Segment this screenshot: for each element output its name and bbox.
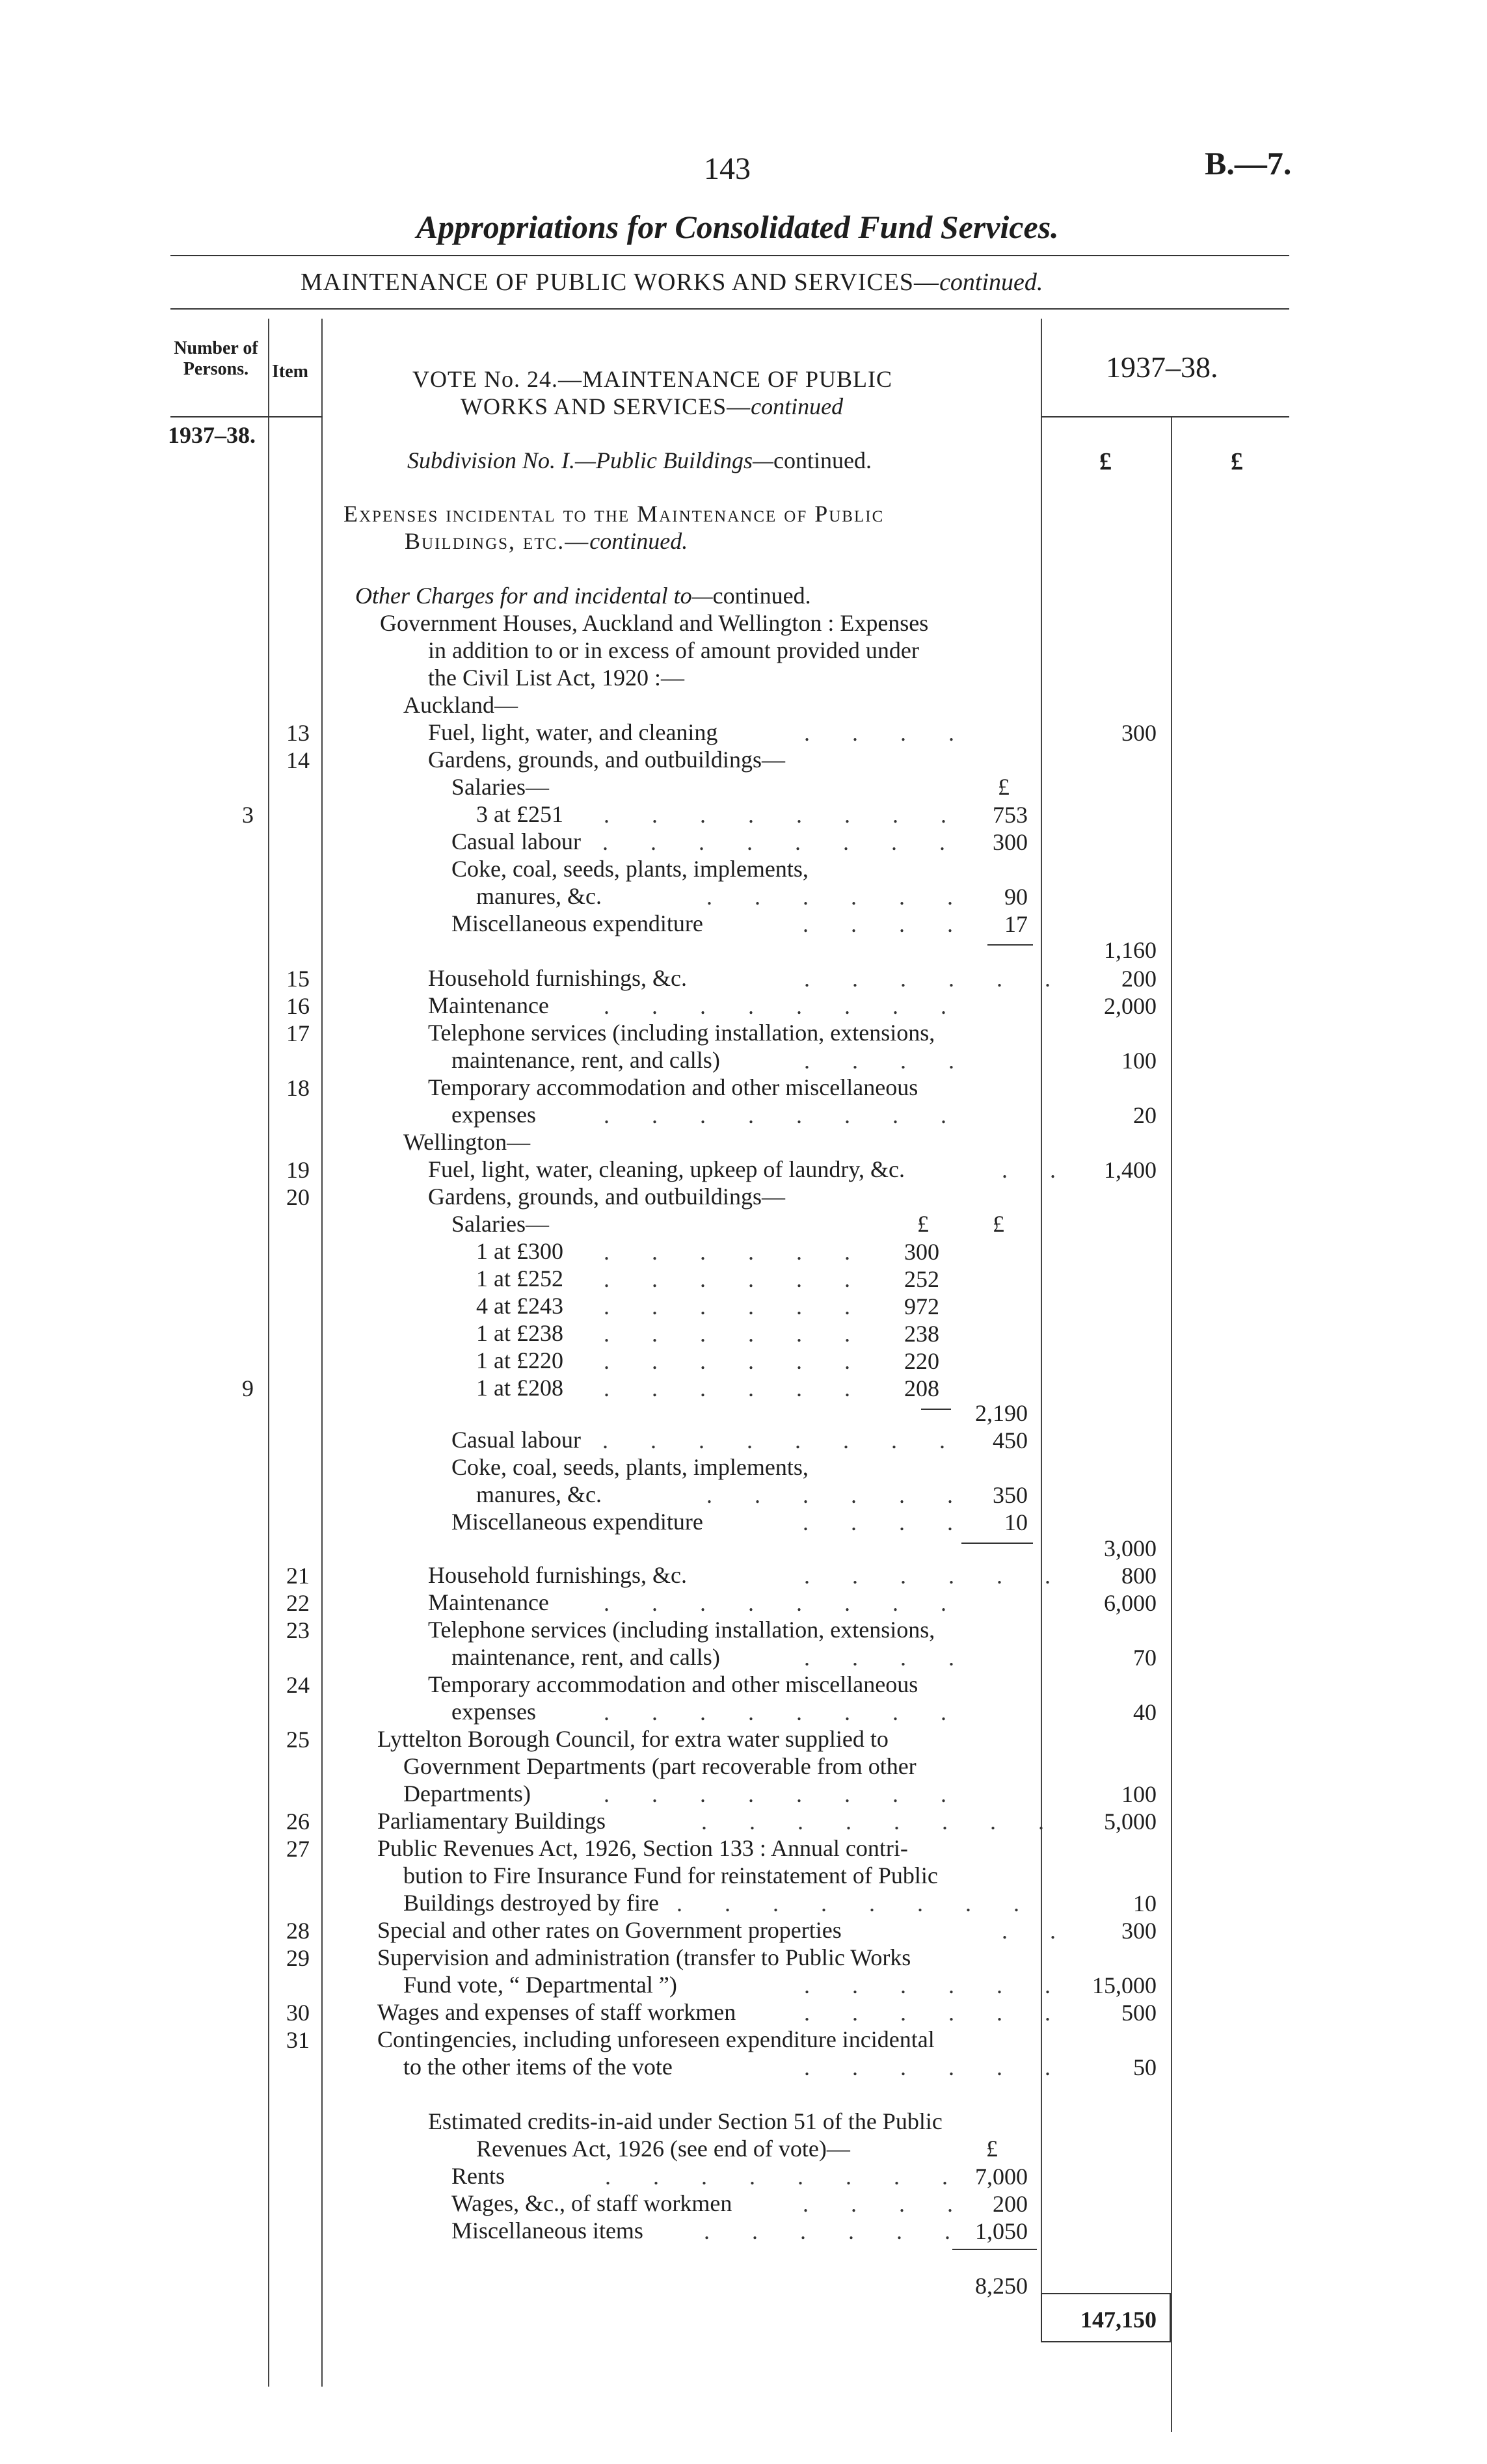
leader-dots: . . . . . . [706,884,971,910]
credits-rents-amount: 7,000 [975,2164,1028,2190]
wellington-maintenance: Maintenance [428,1589,549,1615]
auckland-casual: Casual labour [451,828,581,854]
wellington-salary-amount: 972 [904,1293,939,1319]
auckland-temporary-amount: 20 [1133,1102,1157,1128]
govt-houses-line3: the Civil List Act, 1920 :— [428,665,684,691]
parliamentary: Parliamentary Buildings [377,1808,606,1834]
govt-houses-line1: Government Houses, Auckland and Wellington : Expenses [380,610,929,636]
leader-dots: . . . . . . [804,2000,1069,2026]
public-revenues-line1: Public Revenues Act, 1926, Section 133 : Annual contri- [377,1835,908,1861]
auckland-maintenance-amount: 2,000 [1104,993,1157,1019]
leader-dots: . . . . [804,1048,972,1074]
parliamentary-amount: 5,000 [1104,1808,1157,1835]
special-rates-amount: 300 [1121,1918,1157,1944]
leader-dots: . . . . [804,720,972,746]
wellington-pound-a: £ [917,1211,929,1237]
amount-column-rule [1171,416,1172,2432]
wellington-telephone-line2: maintenance, rent, and calls) [451,1644,720,1670]
leader-dots: . . . . . . [604,1293,868,1319]
wellington-misc-amount: 10 [1004,1509,1028,1535]
auckland-salary-amount: 753 [993,802,1028,828]
auckland-casual-amount: 300 [993,829,1028,855]
wellington-household-amount: 800 [1121,1563,1157,1589]
credits-misc: Miscellaneous items [451,2218,643,2244]
credits-misc-amount: 1,050 [975,2218,1028,2244]
public-revenues-line2: bution to Fire Insurance Fund for reinstatement of Public [403,1862,938,1888]
supervision-line2: Fund vote, “ Departmental ”) [403,1972,677,1998]
auckland-telephone-line1: Telephone services (including installation, extensions, [428,1020,935,1046]
wellington-salary-amount: 220 [904,1348,939,1374]
vote-title-line2 [461,393,843,420]
public-revenues-line3: Buildings destroyed by fire [403,1890,659,1916]
credits-line1: Estimated credits-in-aid under Section 51 of the Public [428,2108,943,2134]
item-17: 17 [286,1020,310,1046]
vote-title-line2-suffix: continued [751,393,844,419]
item-24: 24 [286,1672,310,1698]
leader-dots: . . . . . . . . [605,2164,966,2190]
credits-pound: £ [986,2136,998,2162]
subdivision-main: Subdivision No. I.—Public Buildings— [407,447,773,473]
leader-dots: . . . . . . . . [602,829,963,855]
lyttelton-line3: Departments) [403,1781,531,1807]
leader-dots: . . . . . . [804,1972,1069,1998]
auckland-temporary-line2: expenses [451,1102,536,1128]
wellington-subtotal-rule [961,1543,1033,1544]
item-30: 30 [286,2000,310,2026]
supervision-amount: 15,000 [1092,1972,1157,1998]
persons-header-rule [170,416,268,417]
auckland-salary-line: 3 at £251 [476,801,563,827]
leader-dots: . . . . . . . . [677,1890,1038,1916]
expenses-heading-line2-suffix: continued. [589,528,688,554]
item-header: Item [272,362,308,382]
leader-dots: . . . . . . [804,2054,1069,2080]
supervision-line1: Supervision and administration (transfer to Public Works [377,1944,911,1970]
wellington-pound-b: £ [993,1211,1004,1237]
wellington-temporary-line2: expenses [451,1699,536,1725]
leader-dots: . . . . [803,1509,971,1535]
item-16: 16 [286,993,310,1019]
credits-rents: Rents [451,2163,505,2189]
other-charges [355,583,811,609]
running-heading [301,268,1043,297]
auckland-telephone-line2: maintenance, rent, and calls) [451,1047,720,1073]
wellington-salary-amount: 238 [904,1321,939,1347]
leader-dots: . . [1002,1157,1074,1183]
wellington-gardens-total: 3,000 [1104,1535,1157,1561]
auckland-coke-line2: manures, &c. [476,883,602,909]
auckland-coke-line1: Coke, coal, seeds, plants, implements, [451,856,809,882]
leader-dots: . . . . . . . . [602,1427,963,1453]
auckland-fuel: Fuel, light, water, and cleaning [428,719,718,745]
wellington-telephone-amount: 70 [1133,1645,1157,1671]
vote-title-line2-main: WORKS AND SERVICES— [461,393,751,419]
credits-wages: Wages, &c., of staff workmen [451,2190,732,2216]
wellington-label: Wellington— [403,1129,531,1155]
leader-dots: . . . . [803,2191,971,2217]
leader-dots: . . . . . . [604,1348,868,1374]
credits-total: 8,250 [975,2273,1028,2299]
auckland-pound: £ [998,774,1010,800]
page-title: Appropriations for Consolidated Fund Services. [416,209,1059,245]
lyttelton-line2: Government Departments (part recoverable from other [403,1753,917,1779]
credits-total-rule [952,2249,1037,2250]
leader-dots: . . . . . . [604,1321,868,1347]
item-31: 31 [286,2027,310,2053]
wellington-salary-amount: 300 [904,1239,939,1265]
item-19: 19 [286,1157,310,1183]
item-18: 18 [286,1075,310,1101]
wellington-coke-amount: 350 [993,1482,1028,1508]
special-rates: Special and other rates on Government properties [377,1917,842,1943]
wellington-salary-amount: 252 [904,1266,939,1292]
leader-dots: . . . . . . [604,1239,868,1265]
leader-dots: . . . . . . . . [604,802,965,828]
item-column-rule [321,319,323,2387]
wellington-maintenance-amount: 6,000 [1104,1590,1157,1616]
wages: Wages and expenses of staff workmen [377,1999,736,2025]
wages-amount: 500 [1121,2000,1157,2026]
item-26: 26 [286,1808,310,1835]
auckland-coke-amount: 90 [1004,884,1028,910]
auckland-household-amount: 200 [1121,966,1157,992]
auckland-label: Auckland— [403,692,518,718]
auckland-temporary-line1: Temporary accommodation and other miscellaneous [428,1074,918,1100]
other-charges-main: Other Charges for and incidental to— [355,583,713,609]
persons-year: 1937–38. [168,422,256,448]
item-21: 21 [286,1563,310,1589]
auckland-persons: 3 [242,802,254,828]
leader-dots: . . . . . . . . [604,993,965,1019]
wellington-fuel-amount: 1,400 [1104,1157,1157,1183]
wellington-coke-line1: Coke, coal, seeds, plants, implements, [451,1454,809,1480]
running-heading-main: MAINTENANCE OF PUBLIC WORKS AND SERVICES— [301,269,940,296]
auckland-subtotal-rule [987,944,1033,946]
item-13: 13 [286,720,310,746]
contingencies-line1: Contingencies, including unforeseen expenditure incidental [377,2026,935,2052]
wellington-salary-line: 1 at £238 [476,1320,563,1346]
item-15: 15 [286,966,310,992]
auckland-maintenance: Maintenance [428,992,549,1018]
auckland-fuel-amount: 300 [1121,720,1157,746]
item-20: 20 [286,1184,310,1210]
item-23: 23 [286,1617,310,1643]
wellington-salary-line: 1 at £220 [476,1347,563,1373]
wellington-persons: 9 [242,1375,254,1401]
wellington-salary-line: 4 at £243 [476,1293,563,1319]
wellington-casual-amount: 450 [993,1427,1028,1453]
wellington-coke-line2: manures, &c. [476,1481,602,1507]
contingencies-amount: 50 [1133,2054,1157,2080]
leader-dots: . . . . . . . . [604,1102,965,1128]
leader-dots: . . . . [803,911,971,937]
expenses-heading-line2 [405,528,688,555]
wellington-salaries-label: Salaries— [451,1211,549,1237]
leader-dots: . . . . . . [804,966,1069,992]
persons-column-rule [268,319,269,2387]
wellington-temporary-amount: 40 [1133,1699,1157,1725]
auckland-gardens-total: 1,160 [1104,937,1157,963]
auckland-misc: Miscellaneous expenditure [451,910,703,936]
auckland-household: Household furnishings, &c. [428,965,687,991]
wellington-casual: Casual labour [451,1427,581,1453]
contingencies-line2: to the other items of the vote [403,2054,673,2080]
leader-dots: . . . . . . [604,1375,868,1401]
item-28: 28 [286,1918,310,1944]
wellington-salary-line: 1 at £208 [476,1375,563,1401]
lyttelton-amount: 100 [1121,1781,1157,1807]
wellington-salaries-total: 2,190 [975,1400,1028,1426]
subdivision-suffix: continued. [773,447,872,473]
item-29: 29 [286,1945,310,1971]
vote-title-line1: VOTE No. 24.—MAINTENANCE OF PUBLIC [412,366,892,392]
leader-dots: . . . . . . [704,2218,969,2244]
expenses-heading-line1: Expenses incidental to the Maintenance of Public [343,501,885,527]
wellington-salary-amount: 208 [904,1375,939,1401]
item-14: 14 [286,747,310,773]
wellington-misc: Miscellaneous expenditure [451,1509,703,1535]
item-header-rule [268,416,323,417]
year-header: 1937–38. [1106,351,1218,384]
wellington-household: Household furnishings, &c. [428,1562,687,1588]
grand-total: 147,150 [1080,2307,1157,2333]
title-rule [170,255,1289,256]
credits-line2: Revenues Act, 1926 (see end of vote)— [476,2136,850,2162]
persons-header: Number of Persons. [174,338,258,379]
wellington-salary-line: 1 at £252 [476,1265,563,1292]
leader-dots: . . . . . . [706,1482,971,1508]
wellington-temporary-line1: Temporary accommodation and other miscellaneous [428,1671,918,1697]
auckland-gardens: Gardens, grounds, and outbuildings— [428,747,785,773]
lyttelton-line1: Lyttelton Borough Council, for extra water supplied to [377,1726,889,1752]
credits-wages-amount: 200 [993,2191,1028,2217]
wellington-telephone-line1: Telephone services (including installation, extensions, [428,1617,935,1643]
auckland-misc-amount: 17 [1004,911,1028,937]
other-charges-suffix: continued. [712,583,811,609]
auckland-salaries-label: Salaries— [451,774,549,800]
desc-column-rule [1041,319,1042,2335]
year-header-rule [1041,416,1289,417]
heading-rule [170,308,1289,310]
govt-houses-line2: in addition to or in excess of amount provided under [428,637,919,663]
page-reference: B.—7. [1205,145,1292,181]
leader-dots: . . . . [804,1645,972,1671]
public-revenues-amount: 10 [1133,1890,1157,1916]
wellington-gardens: Gardens, grounds, and outbuildings— [428,1184,785,1210]
item-27: 27 [286,1836,310,1862]
leader-dots: . . . . . . . . [604,1781,965,1807]
pound-a: £ [1099,448,1112,475]
leader-dots: . . . . . . [604,1266,868,1292]
leader-dots: . . . . . . [804,1563,1069,1589]
leader-dots: . . . . . . . . [604,1699,965,1725]
leader-dots: . . . . . . . . [701,1808,1062,1835]
wellington-fuel: Fuel, light, water, cleaning, upkeep of laundry, &c. [428,1156,905,1182]
leader-dots: . . [1002,1918,1074,1944]
item-25: 25 [286,1727,310,1753]
item-22: 22 [286,1590,310,1616]
wellington-salary-line: 1 at £300 [476,1238,563,1264]
pound-b: £ [1231,448,1243,475]
running-heading-suffix: continued. [939,269,1043,296]
leader-dots: . . . . . . . . [604,1590,965,1616]
subdivision [407,447,872,474]
auckland-telephone-amount: 100 [1121,1048,1157,1074]
page-number: 143 [704,152,751,186]
expenses-heading-line2-main: Buildings, etc.— [405,528,590,554]
